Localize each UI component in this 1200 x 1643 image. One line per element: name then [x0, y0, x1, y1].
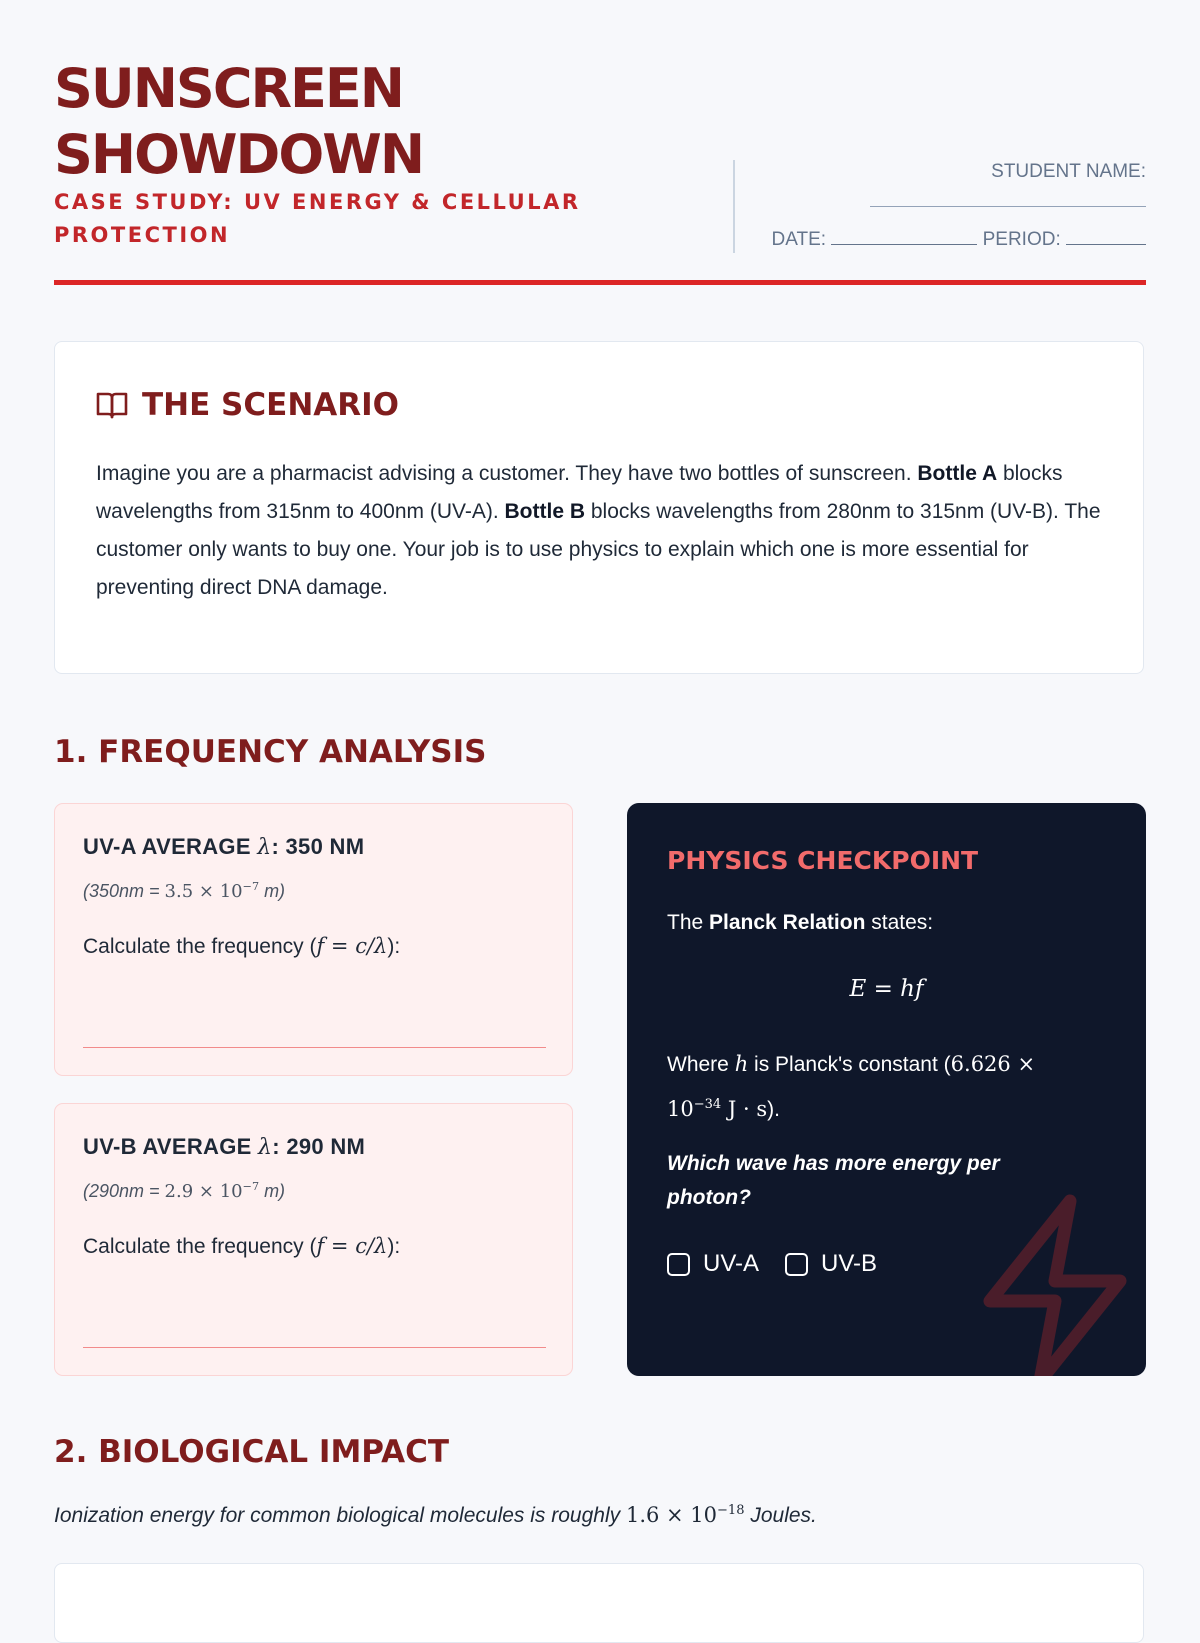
card-title-text: : 290 NM	[272, 1134, 366, 1159]
header-rule	[54, 280, 1146, 285]
date-field[interactable]	[831, 227, 977, 245]
scenario-text	[96, 455, 1106, 607]
student-name-field[interactable]	[870, 206, 1146, 207]
intro-text: The	[667, 911, 710, 934]
ionization-value: 1.6 × 10	[625, 1503, 718, 1527]
constant-value: 6.626 × 10	[667, 1052, 1036, 1121]
uva-calc-card	[54, 803, 573, 1076]
period-field[interactable]	[1066, 227, 1146, 245]
uvb-answer-line[interactable]	[83, 1347, 546, 1348]
biological-impact-heading: 2. BIOLOGICAL IMPACT	[54, 1434, 450, 1470]
note-text: Where	[667, 1053, 735, 1076]
option-uva[interactable]	[667, 1250, 759, 1278]
prompt-text: Calculate the frequency (	[83, 935, 317, 958]
constant-unit: J · s	[721, 1097, 768, 1121]
prompt-text: ):	[387, 935, 401, 958]
title-line-1: SUNSCREEN	[54, 57, 404, 120]
note-text: is Planck's constant (	[748, 1053, 951, 1076]
option-label: UV-A	[703, 1250, 760, 1277]
h-symbol: h	[734, 1052, 749, 1076]
note-math	[165, 1181, 260, 1202]
scenario-text-part: blocks wavelengths from 315nm to 400nm (UV-A).	[96, 462, 1063, 523]
frequency-formula: f = c/λ	[316, 1234, 388, 1258]
uvb-conversion-note	[83, 1180, 285, 1202]
card-title-text: UV-A AVERAGE	[83, 834, 258, 859]
note-exponent: −7	[242, 880, 260, 893]
title-line-2: SHOWDOWN	[54, 123, 424, 186]
open-book-icon	[96, 391, 128, 419]
uvb-calc-prompt	[83, 1234, 400, 1259]
uva-calc-prompt	[83, 934, 400, 959]
date-period-row	[771, 227, 1146, 251]
note-value: 3.5 × 10	[164, 881, 243, 902]
uvb-card-title	[83, 1134, 365, 1160]
note-math	[165, 881, 260, 902]
scenario-title: THE SCENARIO	[142, 387, 400, 423]
uva-card-title	[83, 834, 364, 860]
intro-text: states:	[865, 911, 934, 934]
prompt-text: ):	[387, 1235, 401, 1258]
note-exponent: −7	[242, 1180, 260, 1193]
physics-checkpoint-card	[627, 803, 1146, 1376]
note-text: ).	[767, 1098, 780, 1121]
card-title-text: UV-B AVERAGE	[83, 1134, 259, 1159]
scenario-text-part: blocks wavelengths from 280nm to 315nm (UV-B). The customer only wants to buy one. Your job is to use physics to explain which one is more essential for preventing direct DNA damage.	[96, 500, 1101, 599]
note-text: (290nm =	[83, 1181, 165, 1201]
ionization-exponent: −18	[717, 1503, 745, 1518]
bottle-a-label: Bottle A	[917, 462, 998, 485]
student-name-label: STUDENT NAME:	[991, 161, 1146, 182]
date-label: DATE:	[771, 229, 827, 250]
impact-card	[54, 1563, 1144, 1643]
note-value: 2.9 × 10	[164, 1181, 243, 1202]
note-text: Joules.	[744, 1504, 817, 1527]
lambda-symbol: λ	[257, 835, 272, 860]
checkpoint-title: PHYSICS CHECKPOINT	[667, 846, 979, 875]
scenario-text-part: Imagine you are a pharmacist advising a customer. They have two bottles of sunscreen.	[96, 462, 918, 485]
planck-constant-note	[667, 1044, 1067, 1130]
constant-exponent: −34	[693, 1097, 722, 1112]
uva-checkbox[interactable]	[667, 1253, 690, 1276]
option-label: UV-B	[821, 1250, 878, 1277]
uva-conversion-note	[83, 880, 285, 902]
bottle-b-label: Bottle B	[504, 500, 586, 523]
prompt-text: Calculate the frequency (	[83, 1235, 317, 1258]
planck-intro	[667, 911, 933, 935]
note-text: (350nm =	[83, 881, 165, 901]
answer-options	[667, 1250, 903, 1278]
checkpoint-question: Which wave has more energy per photon?	[667, 1152, 1000, 1209]
lightning-bolt-icon	[960, 1191, 1146, 1376]
uvb-checkbox[interactable]	[785, 1253, 808, 1276]
planck-equation: E = hf	[849, 976, 924, 1002]
uvb-calc-card	[54, 1103, 573, 1376]
ionization-note	[54, 1503, 817, 1528]
lambda-symbol: λ	[258, 1135, 273, 1160]
frequency-formula: f = c/λ	[316, 934, 388, 958]
note-text: Ionization energy for common biological molecules is roughly	[54, 1504, 626, 1527]
ionization-math	[626, 1503, 745, 1527]
card-title-text: : 350 NM	[271, 834, 365, 859]
scenario-header	[96, 387, 399, 423]
header-divider	[733, 160, 735, 253]
uva-answer-line[interactable]	[83, 1047, 546, 1048]
option-uvb[interactable]	[785, 1250, 877, 1278]
note-text: m)	[259, 1181, 286, 1201]
scenario-card	[54, 341, 1144, 674]
frequency-heading: 1. FREQUENCY ANALYSIS	[54, 734, 487, 770]
note-text: m)	[259, 881, 286, 901]
planck-relation-label: Planck Relation	[709, 911, 866, 934]
worksheet-subtitle: CASE STUDY: UV ENERGY & CELLULAR PROTECTION	[54, 190, 581, 247]
worksheet-title	[54, 56, 423, 188]
period-label: PERIOD:	[982, 229, 1061, 250]
